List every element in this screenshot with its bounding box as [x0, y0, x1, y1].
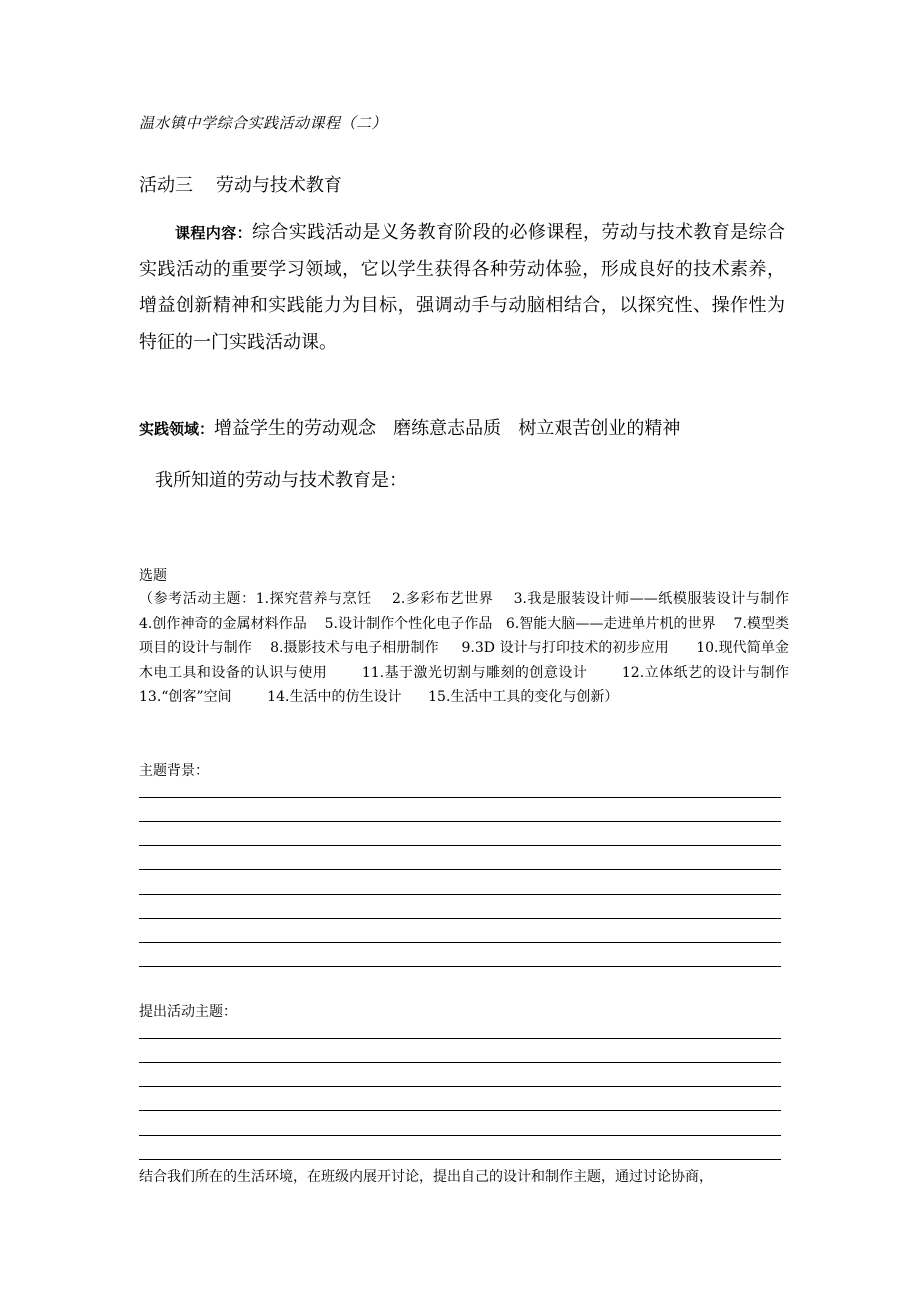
writing-line [139, 894, 781, 895]
background-label: 主题背景： [139, 763, 209, 779]
known-prompt: 我所知道的劳动与技术教育是： [155, 470, 407, 491]
writing-line [139, 942, 781, 943]
writing-line [139, 1038, 781, 1039]
activity-title: 活动三 劳动与技术教育 [139, 175, 342, 196]
writing-line [139, 797, 781, 798]
practice-domain-text: 增益学生的劳动观念 磨练意志品质 树立艰苦创业的精神 [214, 418, 681, 439]
practice-domain-label: 实践领域： [139, 420, 215, 438]
writing-line [139, 1062, 781, 1063]
writing-line [139, 1135, 781, 1136]
topic-list: （参考活动主题：1.探究营养与烹饪 2.多彩布艺世界 3.我是服装设计师——纸模服装设计与制作 4.创作神奇的金属材料作品 5.设计制作个性化电子作品 6.智能大脑——走进单片机的世界 7.模型类项目的设计与制作 8.摄影技术与电子相册制作 9.3D 设计与打印技术的初步应用 10.现代简单金木电工具和设备的认识与使用 11.基于激光切割与雕刻的创意设计 12.立体纸艺的设计与制作 13.“创客”空间 14.生活中的仿生设计 15.生活中工具的变化与创新） [139, 591, 821, 705]
writing-line [139, 1159, 781, 1160]
course-content-label: 课程内容： [175, 224, 252, 242]
propose-topic-label: 提出活动主题： [139, 1004, 237, 1020]
practice-domain-line [139, 414, 680, 440]
discussion-paragraph: 结合我们所在的生活环境，在班级内展开讨论，提出自己的设计和制作主题，通过讨论协商， [139, 1169, 713, 1185]
writing-line [139, 966, 781, 967]
writing-line [139, 869, 781, 870]
writing-line [139, 1086, 781, 1087]
document-header-title: 温水镇中学综合实践活动课程（二） [139, 114, 388, 132]
course-content-paragraph [139, 215, 785, 361]
writing-line [139, 1110, 781, 1111]
writing-line [139, 845, 781, 846]
writing-line [139, 821, 781, 822]
course-content-text: 综合实践活动是义务教育阶段的必修课程，劳动与技术教育是综合实践活动的重要学习领域，它以学生获得各种劳动体验，形成良好的技术素养，增益创新精神和实践能力为目标，强调动手与动脑相结合，以探究性、操作性为特征的一门实践活动课。 [139, 222, 785, 353]
topic-title: 选题 [139, 568, 167, 584]
writing-line [139, 918, 781, 919]
